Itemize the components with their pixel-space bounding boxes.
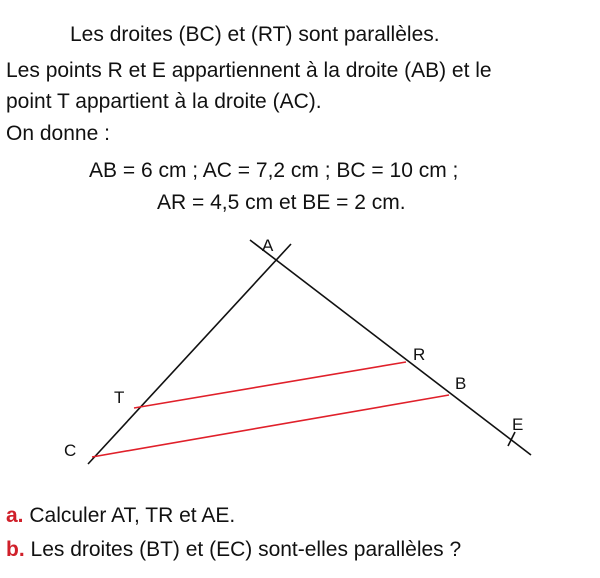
question-a-letter: a. xyxy=(6,504,24,527)
statement-line-2: Les points R et E appartiennent à la droite (AB) et le xyxy=(6,59,492,82)
question-b-text: Les droites (BT) et (EC) sont-elles parallèles ? xyxy=(30,538,462,561)
question-a-text: Calculer AT, TR et AE. xyxy=(29,504,236,527)
question-b-letter: b. xyxy=(6,538,25,561)
statement-given-2: AR = 4,5 cm et BE = 2 cm. xyxy=(157,191,406,214)
statement-given-1: AB = 6 cm ; AC = 7,2 cm ; BC = 10 cm ; xyxy=(89,159,459,182)
statement-line-3: point T appartient à la droite (AC). xyxy=(6,90,322,113)
label-e: E xyxy=(512,415,524,434)
line-ac xyxy=(88,244,291,464)
label-b: B xyxy=(455,374,467,393)
label-c: C xyxy=(64,441,77,460)
question-a xyxy=(6,503,235,529)
label-t: T xyxy=(114,388,125,407)
statement-line-1: Les droites (BC) et (RT) sont parallèles. xyxy=(70,23,440,46)
segment-cb xyxy=(92,395,449,457)
statement-line-4: On donne : xyxy=(6,122,110,145)
label-r: R xyxy=(413,345,426,364)
question-b xyxy=(6,537,461,563)
geometry-figure xyxy=(0,228,600,498)
label-a: A xyxy=(262,236,274,255)
